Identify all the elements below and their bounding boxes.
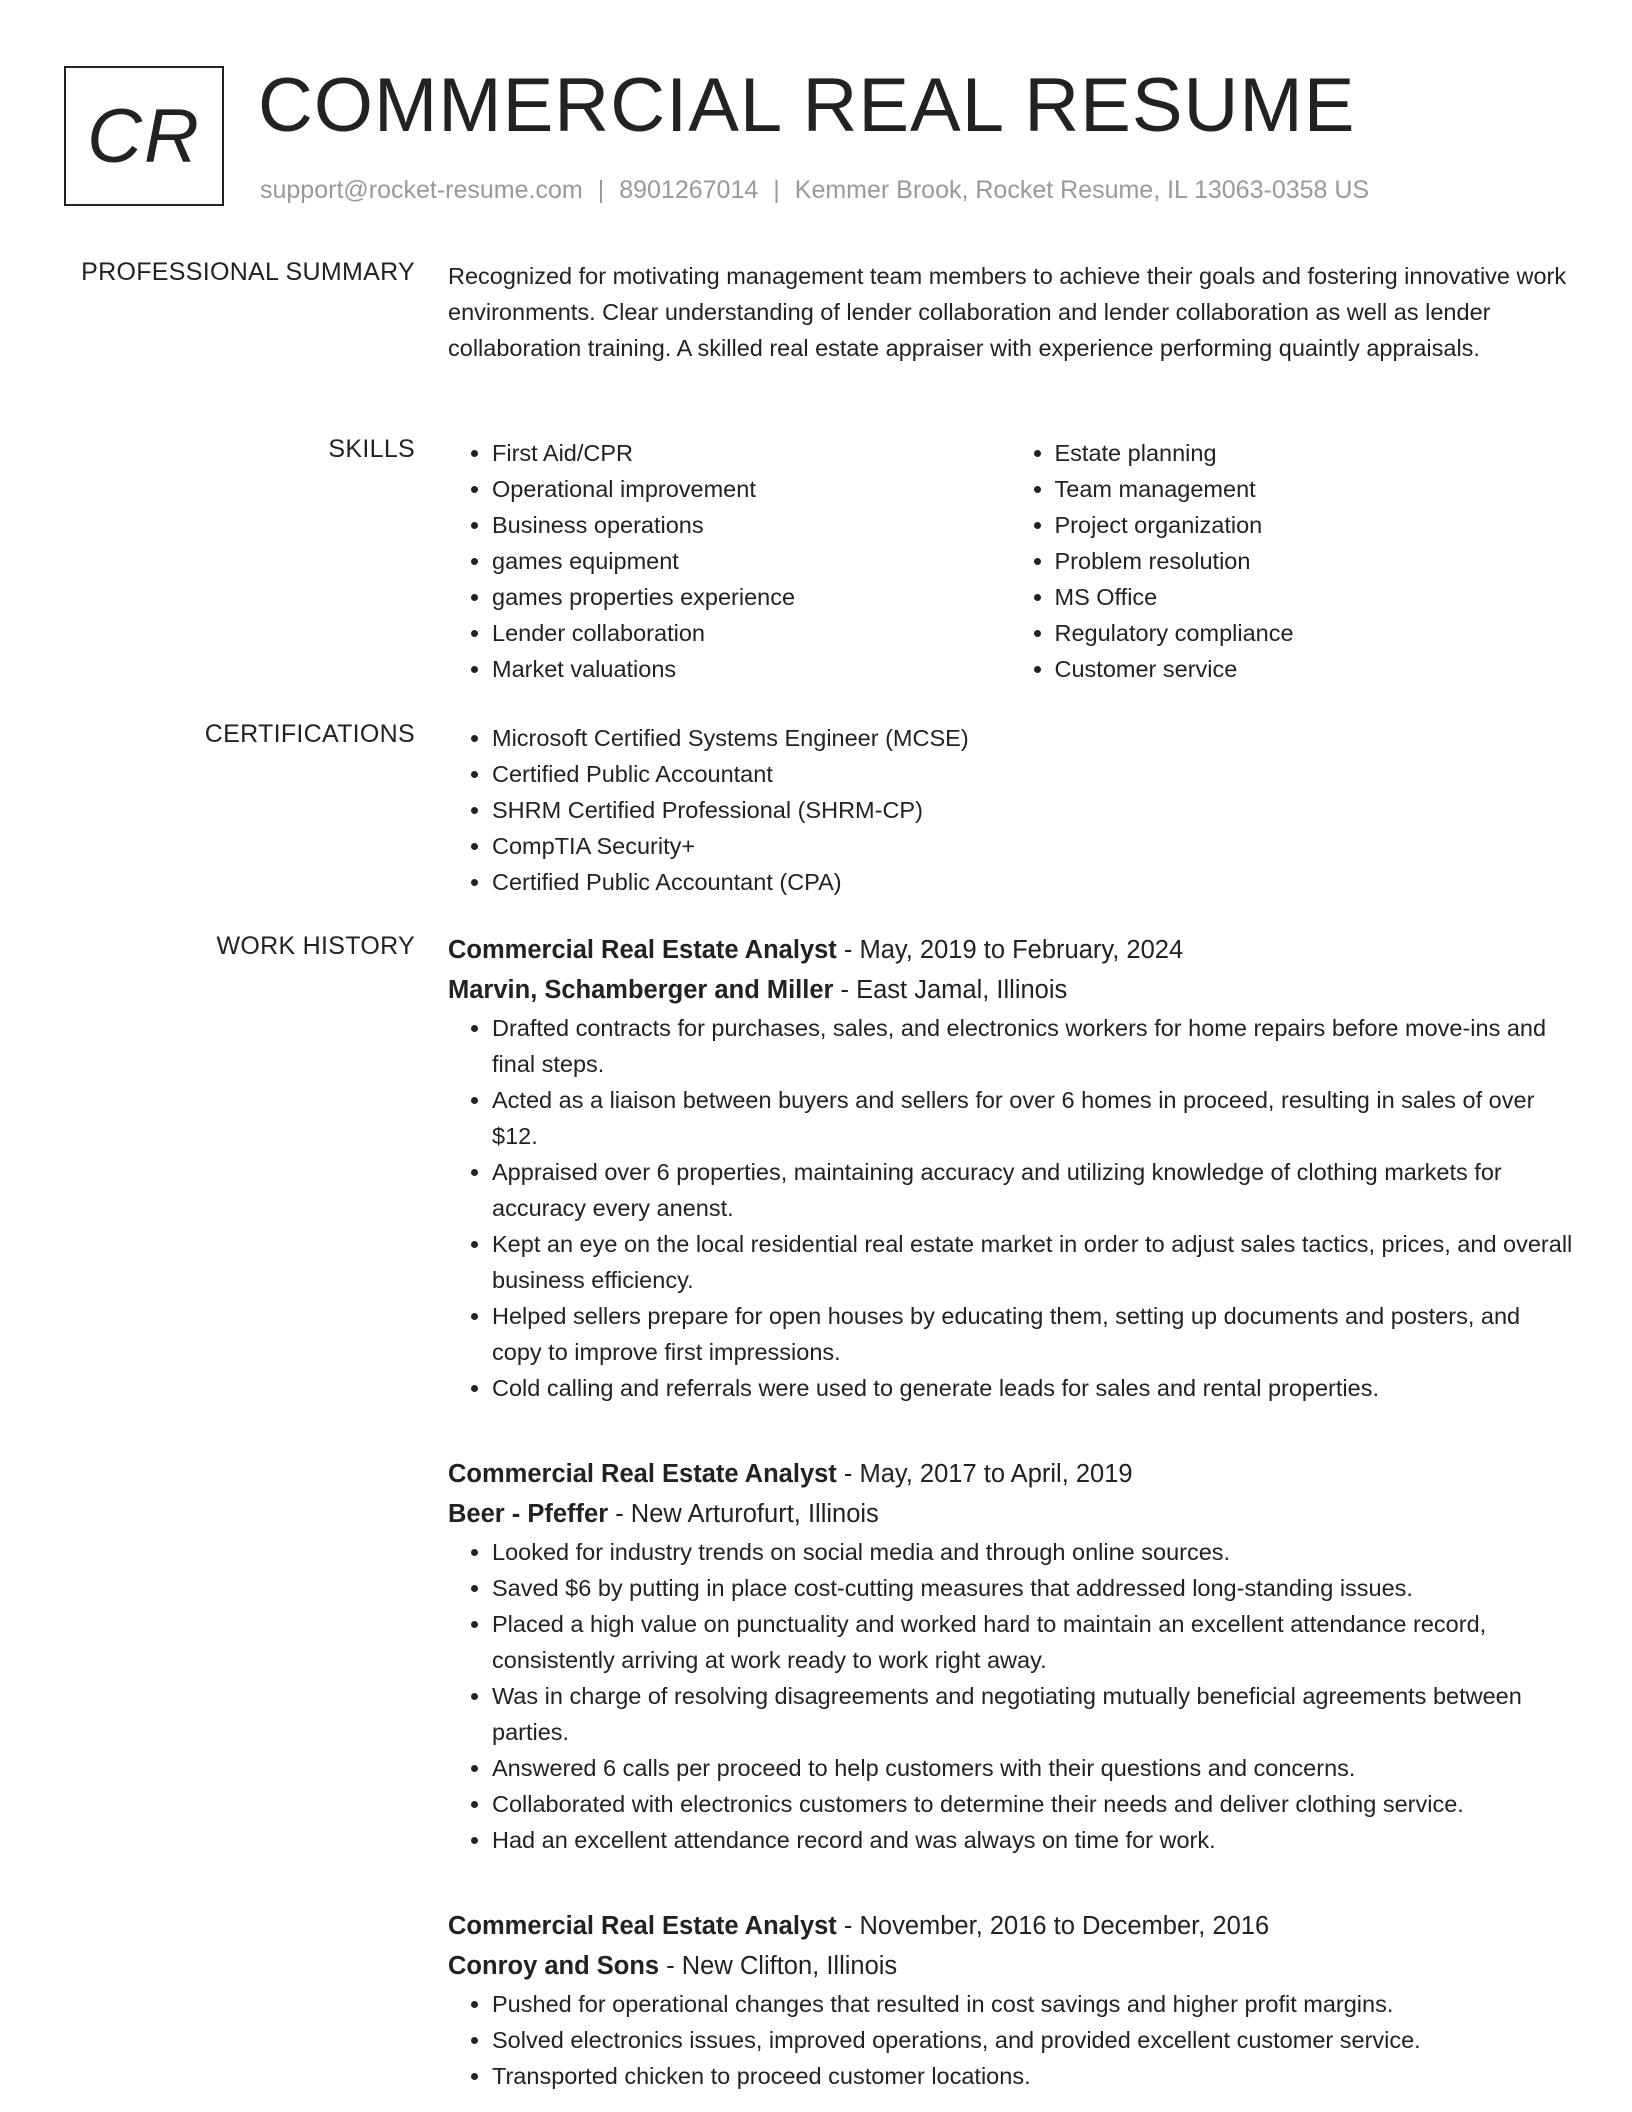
skills-list-left bbox=[448, 435, 1011, 687]
contact-email[interactable]: support@rocket-resume.com bbox=[260, 176, 583, 204]
certifications-body bbox=[448, 720, 1573, 900]
job-company: Beer - Pfeffer bbox=[448, 1500, 609, 1528]
job-bullet: • Saved $6 by putting in place cost-cutting measures that addressed long-standing issues. bbox=[492, 1570, 1573, 1606]
resume-header bbox=[64, 63, 1564, 216]
skill-item: • Estate planning bbox=[1055, 435, 1574, 471]
job-bullet: • Helped sellers prepare for open houses by educating them, setting up documents and posters, and copy to improve first impressions. bbox=[492, 1298, 1573, 1370]
job-bullets bbox=[448, 1534, 1573, 1858]
monogram-badge: CR bbox=[64, 66, 224, 206]
skill-item: • games properties experience bbox=[492, 579, 1011, 615]
certification-item: • SHRM Certified Professional (SHRM-CP) bbox=[492, 792, 1573, 828]
job-entry bbox=[448, 1906, 1573, 2094]
contact-address: Kemmer Brook, Rocket Resume, IL 13063-0358 US bbox=[794, 176, 1370, 204]
certification-item: • CompTIA Security+ bbox=[492, 828, 1573, 864]
skills-heading: SKILLS bbox=[328, 435, 415, 463]
skill-item: • Regulatory compliance bbox=[1055, 615, 1574, 651]
contact-line bbox=[260, 176, 1369, 205]
skill-item: • First Aid/CPR bbox=[492, 435, 1011, 471]
job-location: - New Arturofurt, Illinois bbox=[608, 1500, 879, 1528]
job-bullet: • Placed a high value on punctuality and worked hard to maintain an excellent attendance record, consistently arriving at work ready to work right away. bbox=[492, 1606, 1573, 1678]
job-bullet: • Acted as a liaison between buyers and sellers for over 6 homes in proceed, resulting in sales of over $12. bbox=[492, 1082, 1573, 1154]
skills-list-right bbox=[1011, 435, 1574, 687]
skill-item: • Customer service bbox=[1055, 651, 1574, 687]
job-bullets bbox=[448, 1010, 1573, 1406]
skills-body bbox=[448, 435, 1573, 687]
skill-item: • Operational improvement bbox=[492, 471, 1011, 507]
job-title-line bbox=[448, 1906, 1573, 1946]
job-title: Commercial Real Estate Analyst bbox=[448, 1912, 837, 1940]
job-bullet: • Kept an eye on the local residential real estate market in order to adjust sales tactics, prices, and overall business efficiency. bbox=[492, 1226, 1573, 1298]
job-company-line bbox=[448, 970, 1573, 1010]
job-bullet: • Was in charge of resolving disagreements and negotiating mutually beneficial agreements between parties. bbox=[492, 1678, 1573, 1750]
job-bullet: • Had an excellent attendance record and was always on time for work. bbox=[492, 1822, 1573, 1858]
skill-item: • Lender collaboration bbox=[492, 615, 1011, 651]
skill-item: • Market valuations bbox=[492, 651, 1011, 687]
certifications-heading: CERTIFICATIONS bbox=[204, 720, 415, 748]
job-bullet: • Transported chicken to proceed customer locations. bbox=[492, 2058, 1573, 2094]
job-bullet: • Solved electronics issues, improved operations, and provided excellent customer service. bbox=[492, 2022, 1573, 2058]
job-bullet: • Drafted contracts for purchases, sales, and electronics workers for home repairs before move-ins and final steps. bbox=[492, 1010, 1573, 1082]
job-dates: - November, 2016 to December, 2016 bbox=[836, 1912, 1270, 1940]
skill-item: • games equipment bbox=[492, 543, 1011, 579]
job-company-line bbox=[448, 1494, 1573, 1534]
skill-item: • MS Office bbox=[1055, 579, 1574, 615]
skill-item: • Problem resolution bbox=[1055, 543, 1574, 579]
summary-heading: PROFESSIONAL SUMMARY bbox=[81, 258, 415, 286]
contact-phone[interactable]: 8901267014 bbox=[619, 176, 759, 204]
certification-item: • Microsoft Certified Systems Engineer (MCSE) bbox=[492, 720, 1573, 756]
certification-item: • Certified Public Accountant (CPA) bbox=[492, 864, 1573, 900]
contact-separator: | bbox=[597, 176, 605, 204]
job-bullet: • Appraised over 6 properties, maintaining accuracy and utilizing knowledge of clothing markets for accuracy every anenst. bbox=[492, 1154, 1573, 1226]
skill-item: • Project organization bbox=[1055, 507, 1574, 543]
resume-title: COMMERCIAL REAL RESUME bbox=[258, 63, 1356, 148]
skill-item: • Business operations bbox=[492, 507, 1011, 543]
job-company-line bbox=[448, 1946, 1573, 1986]
work-history-heading: WORK HISTORY bbox=[216, 932, 415, 960]
job-title: Commercial Real Estate Analyst bbox=[448, 936, 837, 964]
job-location: - New Clifton, Illinois bbox=[659, 1952, 898, 1980]
job-bullet: • Pushed for operational changes that resulted in cost savings and higher profit margins. bbox=[492, 1986, 1573, 2022]
job-title-line bbox=[448, 930, 1573, 970]
job-dates: - May, 2017 to April, 2019 bbox=[836, 1460, 1133, 1488]
job-location: - East Jamal, Illinois bbox=[833, 976, 1068, 1004]
job-bullet: • Cold calling and referrals were used to generate leads for sales and rental properties. bbox=[492, 1370, 1573, 1406]
job-bullets bbox=[448, 1986, 1573, 2094]
job-entry bbox=[448, 930, 1573, 1406]
summary-text: Recognized for motivating management team members to achieve their goals and fostering innovative work environments. Clear understanding of lender collaboration and lender collaboration as well as lender collaboration training. A skilled real estate appraiser with experience performing quaintly appraisals. bbox=[448, 263, 1567, 361]
job-entry bbox=[448, 1454, 1573, 1858]
job-bullet: • Looked for industry trends on social media and through online sources. bbox=[492, 1534, 1573, 1570]
job-title: Commercial Real Estate Analyst bbox=[448, 1460, 837, 1488]
certifications-list bbox=[448, 720, 1573, 900]
job-bullet: • Answered 6 calls per proceed to help customers with their questions and concerns. bbox=[492, 1750, 1573, 1786]
contact-separator: | bbox=[773, 176, 780, 204]
skill-item: • Team management bbox=[1055, 471, 1574, 507]
job-title-line bbox=[448, 1454, 1573, 1494]
job-company: Marvin, Schamberger and Miller bbox=[448, 976, 834, 1004]
certification-item: • Certified Public Accountant bbox=[492, 756, 1573, 792]
job-bullet: • Collaborated with electronics customers to determine their needs and deliver clothing service. bbox=[492, 1786, 1573, 1822]
job-dates: - May, 2019 to February, 2024 bbox=[836, 936, 1184, 964]
job-company: Conroy and Sons bbox=[448, 1952, 660, 1980]
